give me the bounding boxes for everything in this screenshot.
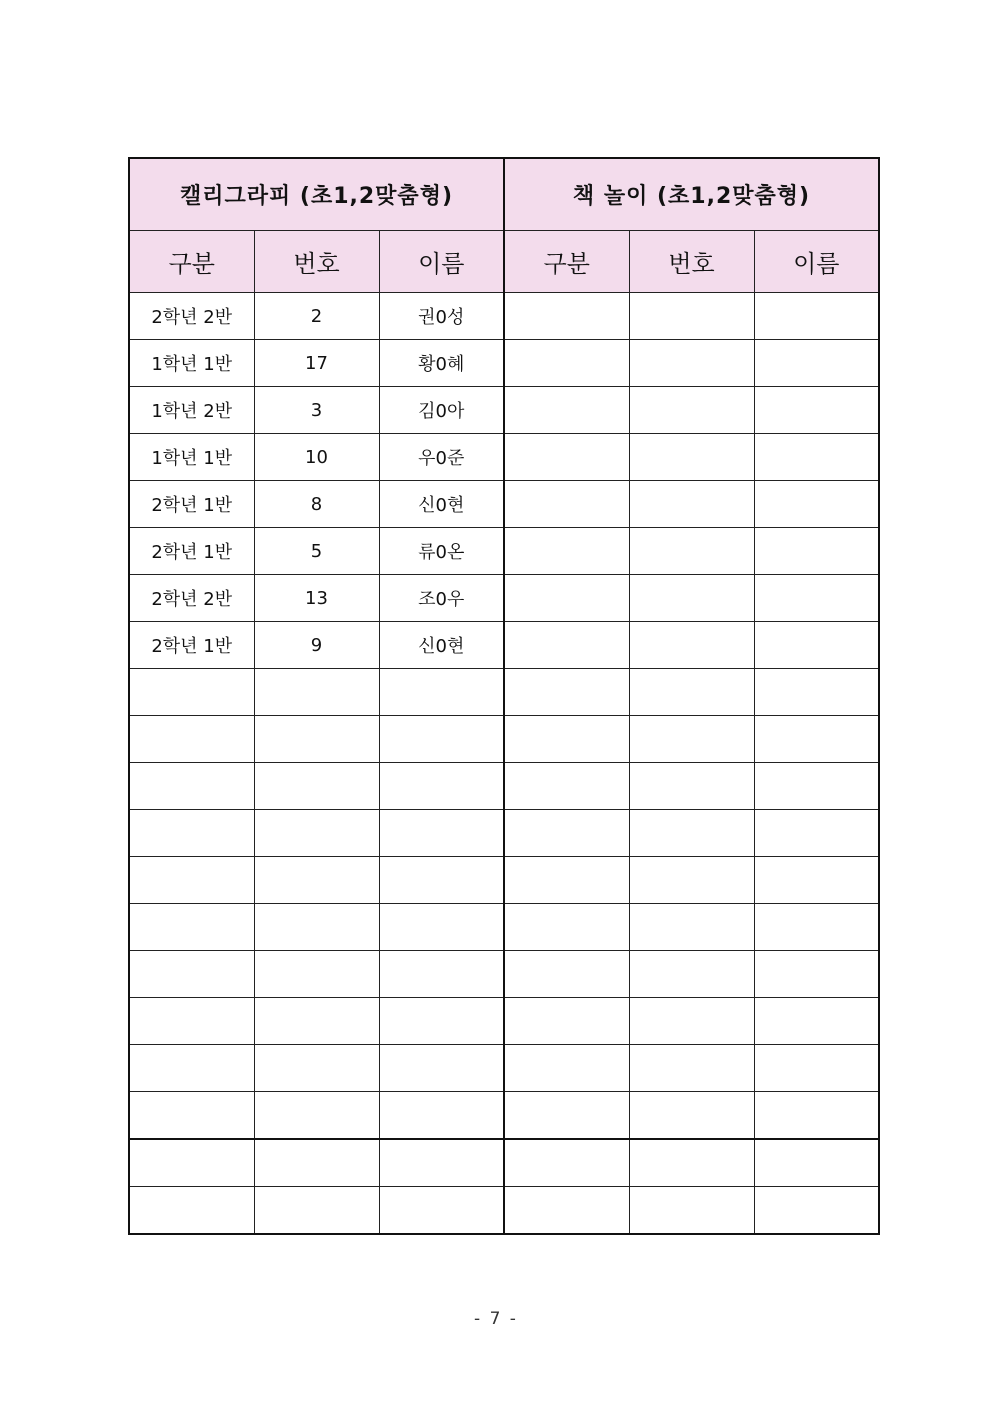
header-number-left: 번호: [254, 231, 379, 293]
cell-name-right: [754, 857, 879, 904]
cell-category-right: [504, 810, 629, 857]
cell-name-left: [379, 1139, 504, 1187]
cell-category-left: [129, 1045, 254, 1092]
table-row: [129, 998, 879, 1045]
cell-number-right: [629, 1139, 754, 1187]
cell-category-left: 2학년 2반: [129, 293, 254, 340]
cell-category-right: [504, 1092, 629, 1140]
table-row: [129, 575, 879, 622]
cell-category-left: 1학년 1반: [129, 434, 254, 481]
table-row: [129, 716, 879, 763]
cell-number-left: [254, 951, 379, 998]
cell-name-right: [754, 763, 879, 810]
cell-category-right: [504, 293, 629, 340]
cell-name-right: [754, 1092, 879, 1140]
cell-number-right: [629, 1187, 754, 1235]
cell-category-right: [504, 528, 629, 575]
header-category-left: 구분: [129, 231, 254, 293]
cell-name-left: [379, 1187, 504, 1235]
cell-number-right: [629, 1092, 754, 1140]
cell-category-right: [504, 340, 629, 387]
cell-category-right: [504, 1045, 629, 1092]
cell-name-right: [754, 1139, 879, 1187]
cell-name-right: [754, 622, 879, 669]
cell-category-right: [504, 857, 629, 904]
table-row: [129, 340, 879, 387]
cell-number-left: [254, 998, 379, 1045]
cell-number-right: [629, 434, 754, 481]
cell-category-right: [504, 434, 629, 481]
cell-number-right: [629, 387, 754, 434]
cell-number-right: [629, 481, 754, 528]
table-row: [129, 904, 879, 951]
cell-number-left: [254, 1092, 379, 1140]
table-row: [129, 810, 879, 857]
cell-number-left: 2: [254, 293, 379, 340]
cell-name-left: [379, 1045, 504, 1092]
cell-category-left: [129, 857, 254, 904]
cell-number-right: [629, 528, 754, 575]
cell-category-left: [129, 1139, 254, 1187]
roster-body: [129, 293, 879, 1235]
cell-name-right: [754, 575, 879, 622]
cell-number-left: 13: [254, 575, 379, 622]
cell-category-left: [129, 998, 254, 1045]
cell-number-right: [629, 998, 754, 1045]
cell-number-left: 10: [254, 434, 379, 481]
cell-number-left: [254, 904, 379, 951]
cell-category-left: [129, 1092, 254, 1140]
cell-category-left: 1학년 2반: [129, 387, 254, 434]
table-row: [129, 669, 879, 716]
cell-category-right: [504, 951, 629, 998]
cell-category-left: [129, 716, 254, 763]
header-name-left: 이름: [379, 231, 504, 293]
cell-name-right: [754, 528, 879, 575]
cell-category-right: [504, 716, 629, 763]
table-row: [129, 763, 879, 810]
cell-number-left: 9: [254, 622, 379, 669]
cell-name-left: [379, 998, 504, 1045]
header-number-right: 번호: [629, 231, 754, 293]
cell-category-left: [129, 669, 254, 716]
cell-name-right: [754, 1187, 879, 1235]
cell-name-right: [754, 810, 879, 857]
cell-category-right: [504, 669, 629, 716]
cell-category-right: [504, 575, 629, 622]
cell-name-left: 신0현: [379, 622, 504, 669]
page-number: - 7 -: [474, 1309, 518, 1329]
table-row: [129, 857, 879, 904]
cell-category-right: [504, 387, 629, 434]
cell-category-left: [129, 951, 254, 998]
cell-number-right: [629, 669, 754, 716]
cell-name-right: [754, 481, 879, 528]
cell-name-right: [754, 998, 879, 1045]
cell-category-right: [504, 904, 629, 951]
cell-number-left: [254, 857, 379, 904]
cell-name-left: [379, 904, 504, 951]
cell-category-right: [504, 481, 629, 528]
cell-category-left: 2학년 1반: [129, 622, 254, 669]
cell-number-right: [629, 951, 754, 998]
cell-number-left: 17: [254, 340, 379, 387]
cell-name-right: [754, 669, 879, 716]
cell-name-right: [754, 387, 879, 434]
book-play-title: 책 놀이 (초1,2맞춤형): [504, 158, 879, 231]
cell-number-left: [254, 716, 379, 763]
cell-number-right: [629, 340, 754, 387]
cell-number-right: [629, 575, 754, 622]
cell-name-left: [379, 1092, 504, 1140]
cell-category-right: [504, 622, 629, 669]
cell-name-left: 류0온: [379, 528, 504, 575]
cell-name-left: [379, 669, 504, 716]
cell-number-right: [629, 1045, 754, 1092]
cell-category-left: 2학년 1반: [129, 528, 254, 575]
table-row: [129, 434, 879, 481]
cell-category-right: [504, 1139, 629, 1187]
cell-name-left: 황0혜: [379, 340, 504, 387]
cell-category-right: [504, 998, 629, 1045]
cell-name-left: 조0우: [379, 575, 504, 622]
cell-number-left: 5: [254, 528, 379, 575]
table-row: [129, 1045, 879, 1092]
cell-category-left: 1학년 1반: [129, 340, 254, 387]
title-row: [129, 158, 879, 231]
cell-number-left: [254, 1139, 379, 1187]
table-row: [129, 387, 879, 434]
cell-number-left: [254, 669, 379, 716]
header-category-right: 구분: [504, 231, 629, 293]
cell-category-left: 2학년 2반: [129, 575, 254, 622]
table-row: [129, 622, 879, 669]
program-roster-table: [128, 157, 880, 1235]
cell-number-left: 8: [254, 481, 379, 528]
cell-name-right: [754, 951, 879, 998]
cell-number-right: [629, 810, 754, 857]
cell-name-left: [379, 763, 504, 810]
table-row: [129, 293, 879, 340]
cell-category-left: [129, 1187, 254, 1235]
cell-number-left: 3: [254, 387, 379, 434]
cell-category-left: 2학년 1반: [129, 481, 254, 528]
cell-name-left: [379, 951, 504, 998]
cell-name-right: [754, 716, 879, 763]
cell-number-left: [254, 1045, 379, 1092]
cell-number-right: [629, 622, 754, 669]
table-row: [129, 1092, 879, 1140]
cell-name-left: [379, 857, 504, 904]
cell-number-left: [254, 1187, 379, 1235]
cell-name-right: [754, 434, 879, 481]
table-row: [129, 1187, 879, 1235]
cell-name-left: [379, 810, 504, 857]
cell-name-right: [754, 340, 879, 387]
cell-number-right: [629, 857, 754, 904]
cell-name-left: [379, 716, 504, 763]
calligraphy-title: 캘리그라피 (초1,2맞춤형): [129, 158, 504, 231]
cell-name-left: 신0현: [379, 481, 504, 528]
cell-number-right: [629, 716, 754, 763]
cell-number-right: [629, 293, 754, 340]
cell-name-right: [754, 293, 879, 340]
cell-name-left: 권0성: [379, 293, 504, 340]
cell-number-right: [629, 904, 754, 951]
cell-category-right: [504, 1187, 629, 1235]
cell-number-right: [629, 763, 754, 810]
table-row: [129, 951, 879, 998]
cell-name-left: 우0준: [379, 434, 504, 481]
table-row: [129, 1139, 879, 1187]
table-row: [129, 481, 879, 528]
table-row: [129, 528, 879, 575]
cell-category-left: [129, 810, 254, 857]
header-name-right: 이름: [754, 231, 879, 293]
cell-number-left: [254, 763, 379, 810]
column-header-row: [129, 231, 879, 293]
cell-number-left: [254, 810, 379, 857]
cell-category-left: [129, 904, 254, 951]
cell-category-left: [129, 763, 254, 810]
cell-name-left: 김0아: [379, 387, 504, 434]
cell-name-right: [754, 904, 879, 951]
cell-category-right: [504, 763, 629, 810]
cell-name-right: [754, 1045, 879, 1092]
